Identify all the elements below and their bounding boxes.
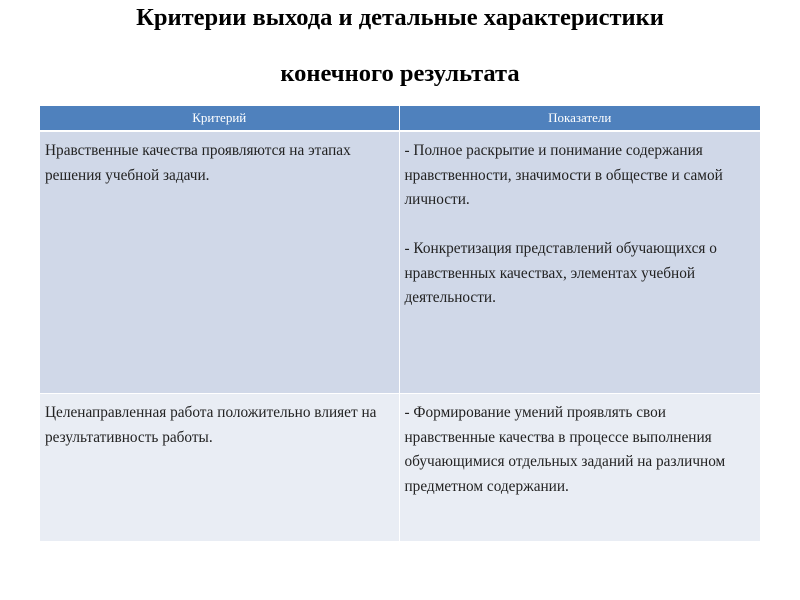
indicators-text: - Формирование умений проявлять свои нравственные качества в процессе выполнения обучающимися отдельных заданий на различном предметном содержании. xyxy=(404,404,726,495)
indicators-cell xyxy=(399,131,760,394)
criterion-cell: Целенаправленная работа положительно влияет на результативность работы. xyxy=(40,394,399,542)
table-header-row xyxy=(40,106,760,131)
title-line-1: Критерии выхода и детальные характеристики xyxy=(136,4,664,31)
table-row xyxy=(40,394,760,542)
column-header-criterion: Критерий xyxy=(40,106,399,131)
page-title xyxy=(0,0,800,100)
indicators-text: - Полное раскрытие и понимание содержания нравственности, значимости в обществе и самой личности. - Конкретизация представлений обучающихся о нравственных качествах, элементах учебной деятельности. xyxy=(404,142,723,306)
criteria-table xyxy=(40,106,760,542)
title-line-2: конечного результата xyxy=(280,60,520,87)
indicators-cell xyxy=(399,394,760,542)
criterion-cell: Нравственные качества проявляются на этапах решения учебной задачи. xyxy=(40,131,399,394)
column-header-indicators: Показатели xyxy=(399,106,760,131)
table-row xyxy=(40,131,760,394)
